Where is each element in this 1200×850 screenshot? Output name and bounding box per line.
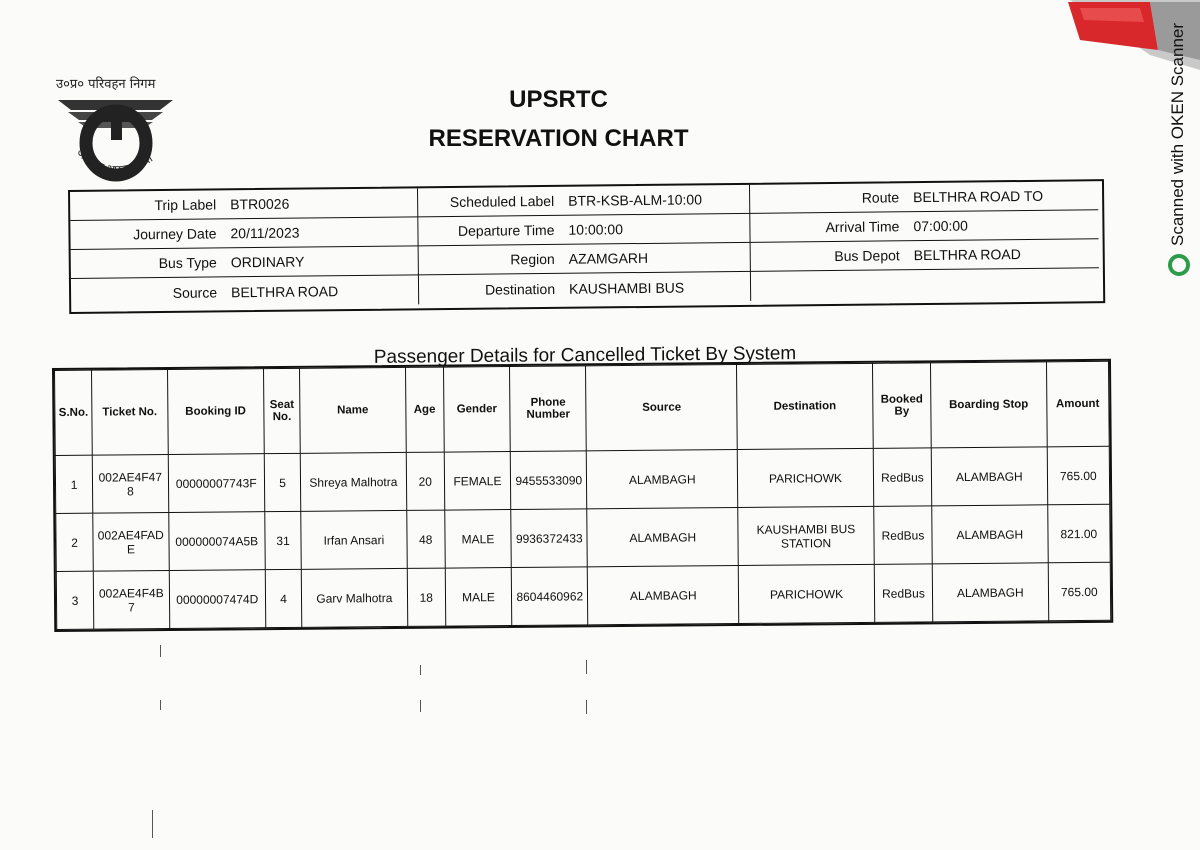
arrival-time-label: Arrival Time — [825, 218, 900, 236]
column-header: Gender — [443, 367, 510, 453]
route-label: Route — [861, 189, 900, 206]
scanner-watermark-text: Scanned with OKEN Scanner — [1168, 22, 1187, 246]
table-cell: 1 — [55, 455, 93, 513]
table-cell: FEMALE — [444, 452, 511, 511]
logo-hindi-bottom: आपका अपना साथी — [73, 145, 156, 177]
route-cell — [750, 181, 1098, 214]
scheduled-label-cell — [418, 185, 750, 217]
table-row — [55, 446, 1109, 513]
table-cell: 002AE4F478 — [92, 454, 168, 513]
table-cell: 765.00 — [1047, 446, 1110, 505]
column-header: Booking ID — [167, 369, 264, 455]
table-cell: MALE — [445, 510, 512, 569]
bus-depot-cell — [751, 239, 1099, 272]
table-cell: 821.00 — [1047, 504, 1110, 563]
scan-artifact — [420, 700, 421, 712]
journey-date-label: Journey Date — [133, 225, 217, 243]
column-header: Age — [405, 367, 444, 452]
departure-time-value: 10:00:00 — [568, 221, 624, 238]
table-cell: 4 — [265, 569, 302, 627]
column-header: Boarding Stop — [931, 362, 1047, 448]
column-header: S.No. — [55, 370, 93, 455]
table-cell: 3 — [56, 571, 94, 629]
column-header: Phone Number — [510, 366, 587, 452]
bus-depot-label: Bus Depot — [834, 247, 900, 264]
table-header-row — [55, 361, 1110, 455]
table-cell: ALAMBAGH — [932, 505, 1048, 564]
table-cell: 18 — [407, 568, 446, 626]
table-row — [56, 562, 1110, 629]
scan-artifact — [420, 665, 421, 675]
destination-value: KAUSHAMBI BUS — [568, 279, 685, 297]
table-cell: 00000007474D — [169, 570, 266, 629]
table-cell: Irfan Ansari — [301, 510, 407, 569]
table-cell: 000000074A5B — [168, 512, 265, 571]
table-cell: 48 — [406, 510, 445, 568]
bus-depot-value: BELTHRA ROAD — [913, 246, 1021, 264]
table-cell: Garv Malhotra — [301, 568, 407, 627]
source-label: Source — [172, 283, 218, 301]
column-header: Source — [586, 365, 737, 451]
table-cell: 5 — [264, 453, 301, 511]
oken-scanner-icon — [1168, 254, 1190, 276]
source-cell — [71, 275, 419, 308]
table-cell: 765.00 — [1048, 562, 1111, 621]
journey-date-value: 20/11/2023 — [230, 224, 300, 242]
journey-date-cell — [70, 217, 418, 250]
scan-artifact — [586, 660, 587, 674]
table-cell: 002AE4F4B7 — [93, 570, 169, 629]
empty-cell — [751, 268, 1099, 301]
region-value: AZAMGARH — [568, 249, 649, 267]
bus-type-value: ORDINARY — [230, 253, 305, 271]
column-header: Destination — [737, 363, 873, 449]
scan-artifact — [160, 700, 161, 710]
scheduled-label-value: BTR-KSB-ALM-10:00 — [568, 191, 703, 209]
table-cell: RedBus — [874, 564, 933, 623]
table-cell: RedBus — [874, 506, 933, 565]
departure-time-cell — [418, 214, 750, 246]
bus-type-cell — [71, 246, 419, 279]
table-cell: ALAMBAGH — [587, 450, 738, 509]
table-cell: 9936372433 — [511, 509, 588, 568]
column-header: Booked By — [872, 363, 931, 449]
destination-label: Destination — [484, 280, 556, 298]
passengers-section-title: Passenger Details for Cancelled Ticket By System — [373, 343, 797, 368]
arrival-time-value: 07:00:00 — [913, 217, 969, 235]
scanner-watermark — [1164, 16, 1194, 266]
table-cell: Shreya Malhotra — [300, 452, 406, 511]
scan-artifact — [586, 700, 587, 714]
table-row — [56, 504, 1110, 571]
table-cell: 00000007743F — [168, 454, 265, 513]
table-cell: 002AE4FADE — [93, 512, 169, 571]
scheduled-label-label: Scheduled Label — [449, 192, 555, 211]
passenger-table — [54, 361, 1111, 630]
column-header: Amount — [1046, 361, 1109, 447]
column-header: Seat No. — [263, 368, 300, 453]
page-title: UPSRTC — [509, 86, 608, 113]
scan-artifact — [160, 645, 161, 657]
table-cell: 31 — [265, 511, 302, 569]
region-cell — [419, 243, 751, 275]
table-cell: ALAMBAGH — [931, 447, 1047, 506]
logo-hindi-top: उ०प्र० परिवहन निगम — [56, 77, 156, 92]
page-subtitle: RESERVATION CHART — [428, 125, 689, 152]
table-cell: ALAMBAGH — [587, 508, 738, 567]
trip-label-value: BTR0026 — [230, 195, 290, 213]
table-cell: 20 — [406, 452, 445, 510]
region-label: Region — [510, 250, 555, 268]
table-cell: 2 — [56, 513, 94, 571]
destination-cell — [419, 272, 751, 304]
table-cell: KAUSHAMBI BUS STATION — [738, 506, 874, 565]
table-cell: ALAMBAGH — [588, 566, 739, 625]
scan-artifact — [152, 810, 153, 838]
column-header: Ticket No. — [92, 369, 168, 455]
table-cell: MALE — [445, 567, 512, 626]
table-cell: PARICHOWK — [737, 448, 873, 507]
table-cell: RedBus — [873, 448, 932, 507]
trip-label-cell — [70, 188, 418, 221]
passenger-table-wrapper — [52, 359, 1113, 632]
table-cell: 8604460962 — [511, 567, 588, 626]
source-value: BELTHRA ROAD — [230, 282, 339, 300]
bus-type-label: Bus Type — [158, 254, 217, 272]
table-cell: ALAMBAGH — [932, 563, 1048, 622]
trip-label-label: Trip Label — [154, 196, 217, 214]
route-value: BELTHRA ROAD TO — [913, 187, 1044, 206]
departure-time-label: Departure Time — [457, 221, 555, 239]
table-cell: 9455533090 — [510, 451, 587, 510]
arrival-time-cell — [750, 210, 1098, 243]
trip-info-box — [68, 179, 1105, 314]
column-header: Name — [300, 367, 406, 453]
table-cell: PARICHOWK — [738, 564, 874, 623]
